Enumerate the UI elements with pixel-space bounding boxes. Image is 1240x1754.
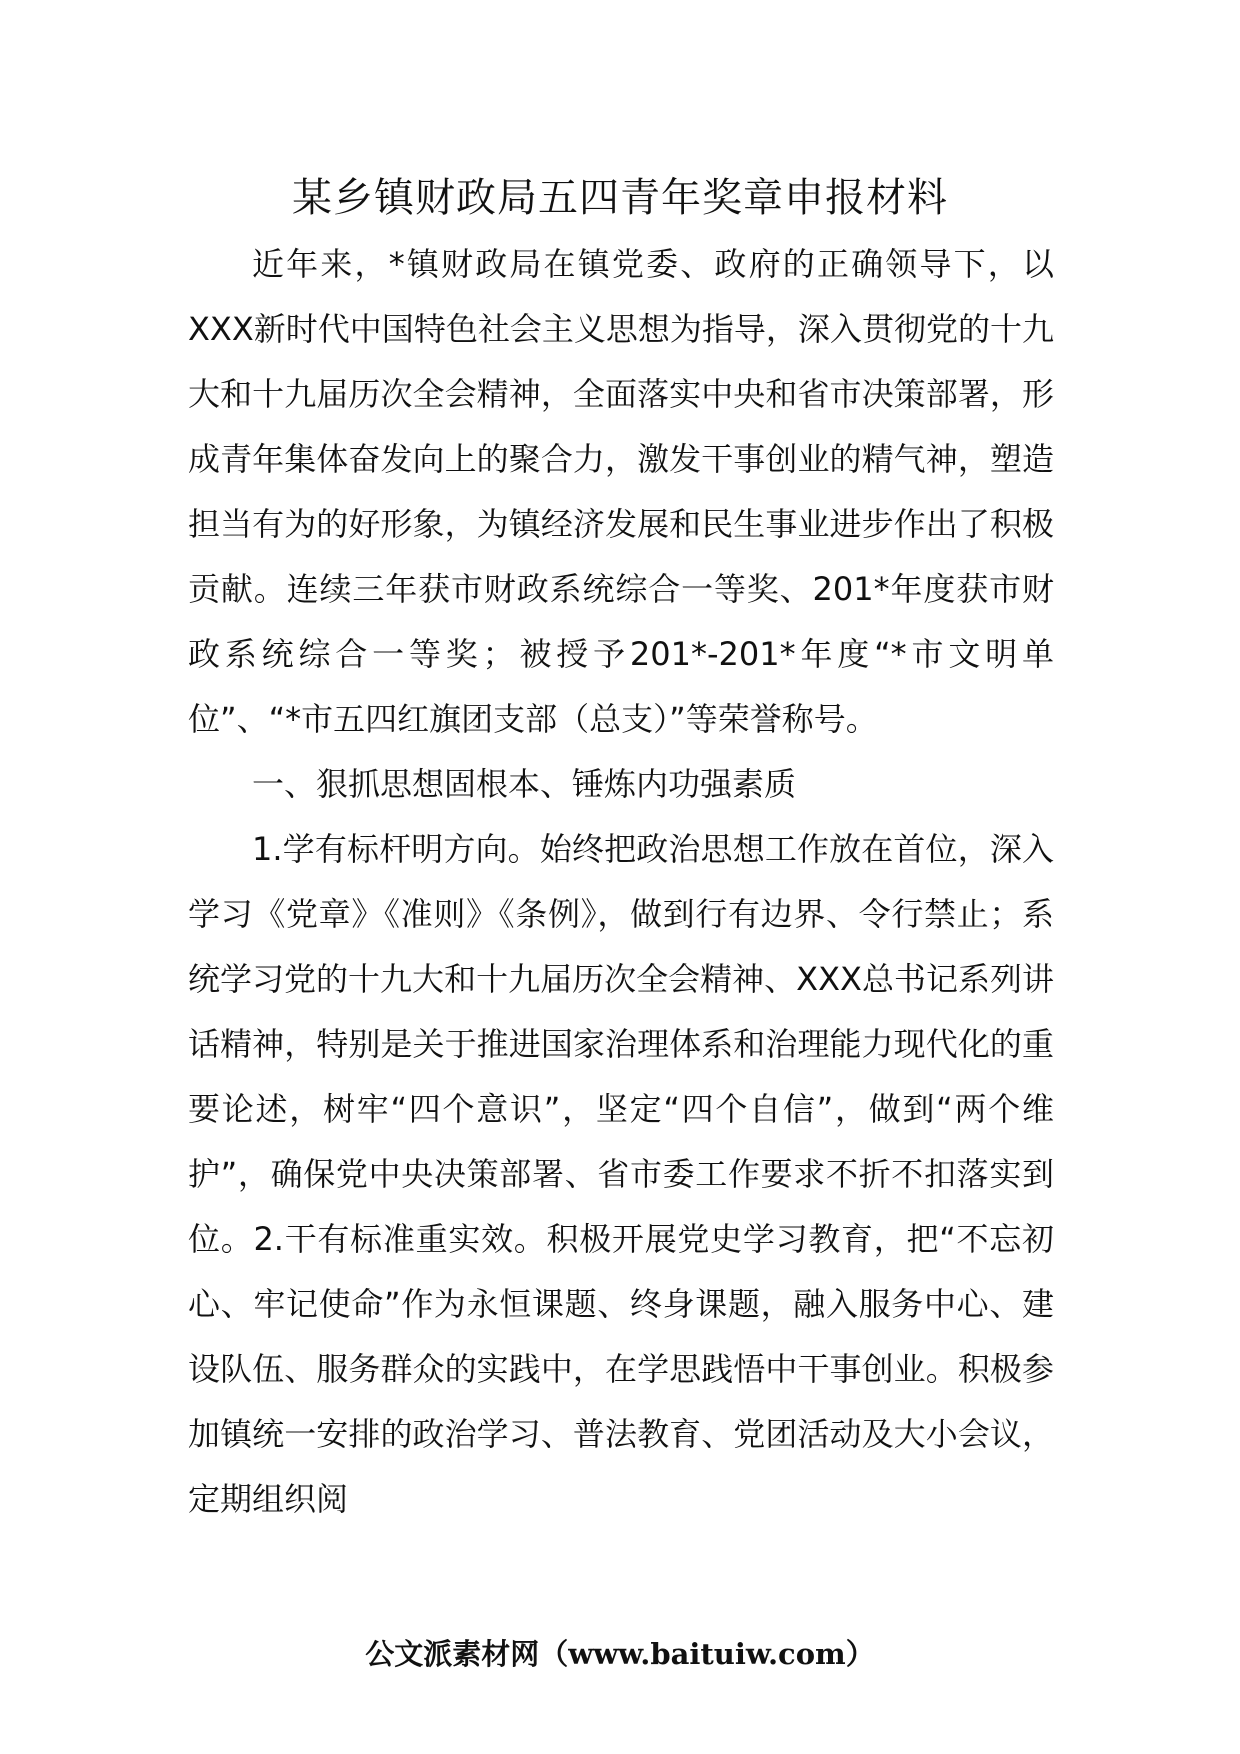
section-heading: 一、狠抓思想固根本、锤炼内功强素质 xyxy=(252,765,797,803)
intro-paragraph: 近年来，*镇财政局在镇党委、政府的正确领导下，以XXX新时代中国特色社会主义思想为指导，深入贯彻党的十九大和十九届历次全会精神，全面落实中央和省市决策部署，形成青年集体奋发向上的聚合力，激发干事创业的精气神，塑造担当有为的好形象，为镇经济发展和民生事业进步作出了积极贡献。连续三年获市财政系统综合一等奖、201*年度获市财政系统综合一等奖；被授予201*-201*年度“*市文明单位”、“*市五四红旗团支部（总支）”等荣誉称号。 xyxy=(188,245,1054,738)
body-paragraph: 1.学有标杆明方向。始终把政治思想工作放在首位，深入学习《党章》《准则》《条例》，做到行有边界、令行禁止；系统学习党的十九大和十九届历次全会精神、XXX总书记系列讲话精神，特别是关于推进国家治理体系和治理能力现代化的重要论述，树牢“四个意识”，坚定“四个自信”，做到“两个维护”，确保党中央决策部署、省市委工作要求不折不扣落实到位。2.干有标准重实效。积极开展党史学习教育，把“不忘初心、牢记使命”作为永恒课题、终身课题，融入服务中心、建设队伍、服务群众的实践中，在学思践悟中干事创业。积极参加镇统一安排的政治学习、普法教育、党团活动及大小会议，定期组织阅 xyxy=(188,830,1054,1518)
document-body xyxy=(188,232,1054,1532)
document-title: 某乡镇财政局五四青年奖章申报材料 xyxy=(292,175,948,221)
footer-watermark: 公文派素材网（www.baituiw.com） xyxy=(365,1637,875,1671)
